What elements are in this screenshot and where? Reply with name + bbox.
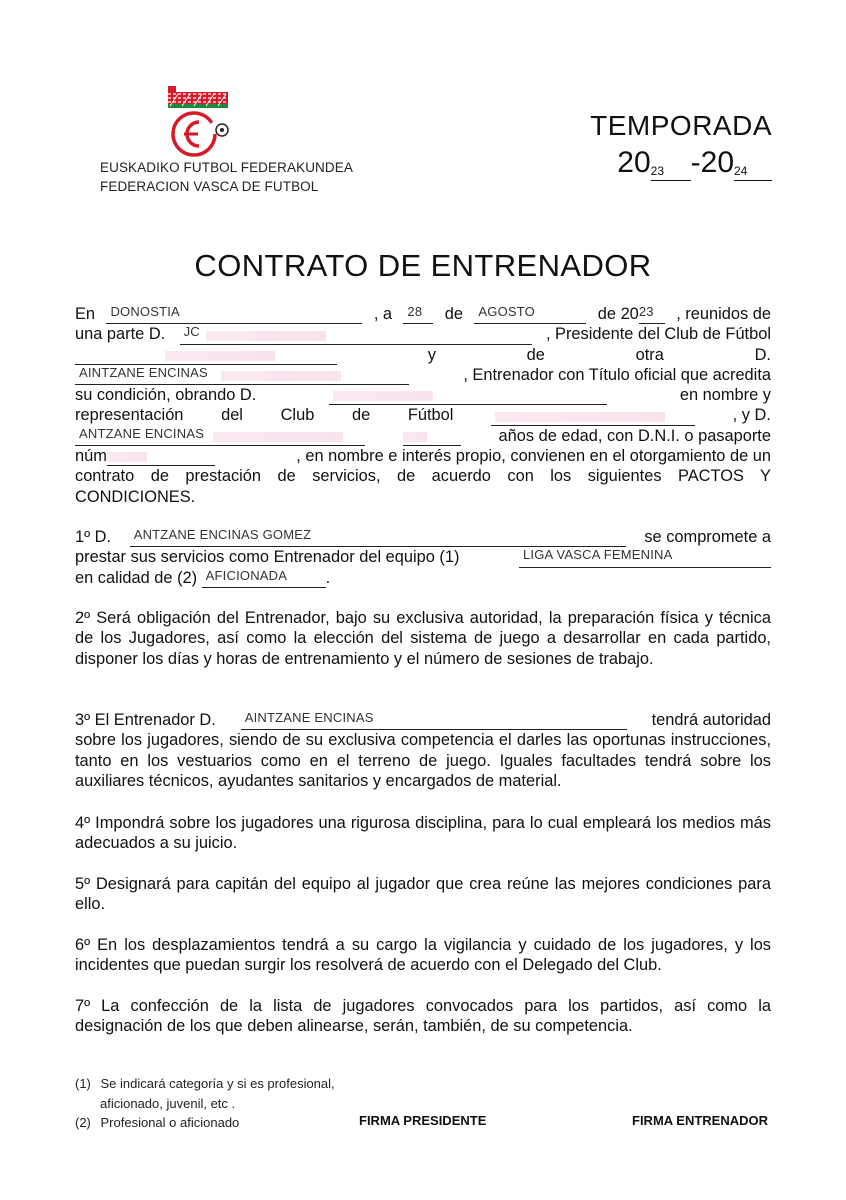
clause-5 [75, 874, 771, 915]
clause-1-calidad: en calidad de (2) [75, 568, 198, 587]
clause-7-text: 7º La confección de la lista de jugadores convocados para los partidos, así como la designación de los que deben alinearse, serán, también, de su competencia. [75, 997, 771, 1036]
text-futbol: Fútbol [407, 406, 454, 425]
redaction [495, 412, 665, 422]
text-de-3: de [351, 406, 371, 425]
season-start-year: 23 [650, 164, 664, 178]
season-box [590, 110, 772, 181]
footnote-2-mark: (2) [75, 1115, 91, 1130]
president-name-partial: JC [183, 324, 200, 340]
city-value: DONOSTIA [110, 304, 180, 319]
text-anos: años de edad, con D.N.I. o pasaporte [498, 426, 771, 445]
clause-2 [75, 608, 771, 669]
footnote-1-mark: (1) [75, 1076, 91, 1091]
year-value: 23 [638, 304, 654, 319]
coach-name-field-2 [75, 425, 365, 446]
clause-3-tendra: tendrá autoridad [651, 711, 771, 729]
text-de-2: de [526, 345, 545, 364]
document-title: CONTRATO DE ENTRENADOR [194, 248, 652, 283]
text-entrenador: , Entrenador con Título oficial que acredita [463, 365, 771, 384]
clause-1-name: ANTZANE ENCINAS GOMEZ [133, 527, 312, 542]
redaction [221, 371, 341, 381]
season-label: TEMPORADA [590, 110, 772, 141]
text-num: núm [75, 447, 107, 466]
clause-1-end: . [325, 568, 331, 587]
text-club: Club [280, 406, 315, 425]
footnote-1-line-1: Se indicará categoría y si es profesional, [100, 1076, 335, 1091]
clause-5-text: 5º Designará para capitán del equipo al jugador que crea reúne las mejores condiciones para ello. [75, 875, 771, 914]
clause-1-se-compromete: se compromete a [644, 528, 771, 546]
text-condiciones: CONDICIONES. [75, 487, 196, 506]
year-text [598, 304, 665, 324]
clause-1-lead: 1º D. [75, 528, 112, 546]
federation-name-eu: EUSKADIKO FUTBOL FEDERAKUNDEA [100, 160, 353, 175]
coach-name-value: AINTZANE ENCINAS [79, 364, 208, 380]
city-field [106, 306, 362, 324]
text-reunidos: , reunidos de [676, 305, 771, 323]
clause-3 [75, 710, 771, 791]
clause-7 [75, 996, 771, 1037]
footnote-1-line-2: aficionado, juvenil, etc . [100, 1096, 236, 1111]
clause-3-name-field [241, 712, 627, 730]
season-years [590, 146, 772, 181]
text-representacion: representación [75, 406, 184, 425]
text-en-nombre-interes: , en nombre e interés propio, convienen en el otorgamiento de un [296, 447, 771, 466]
clause-3-lead: 3º El Entrenador D. [75, 711, 216, 729]
text-y: y [427, 345, 436, 364]
redaction [333, 391, 433, 401]
redaction [165, 351, 275, 361]
day-value: 28 [407, 304, 423, 319]
clause-6 [75, 935, 771, 976]
clause-2-text: 2º Será obligación del Entrenador, bajo su exclusiva autoridad, la preparación física y técnica de los Jugadores, así como la elección del sistema de juego a desarrollar en cada partido, disponer los días y horas de entrenamiento y el número de sesiones de trabajo. [75, 609, 771, 668]
coach-name-value-2: ANTZANE ENCINAS [79, 425, 205, 441]
text-del: del [221, 406, 243, 425]
text-presidente: , Presidente del Club de Fútbol [545, 325, 771, 344]
flag-band [168, 86, 228, 108]
signature-president-label: FIRMA PRESIDENTE [359, 1113, 487, 1128]
representative-field [329, 387, 607, 405]
month-value: AGOSTO [478, 304, 535, 319]
clause-4-text: 4º Impondrá sobre los jugadores una rigurosa disciplina, para lo cual empleará los medios más adecuados a su juicio. [75, 814, 771, 853]
clause-1 [75, 527, 771, 588]
federation-name-es: FEDERACION VASCA DE FUTBOL [100, 179, 319, 194]
text-otra: otra [635, 345, 664, 364]
text-su-condicion: su condición, obrando D. [75, 386, 257, 405]
text-una-parte: una parte D. [75, 325, 166, 344]
club-name-field-2 [491, 408, 695, 426]
redaction [107, 452, 147, 462]
clause-1-team-field [519, 547, 771, 568]
clause-1-team: LIGA VASCA FEMENINA [523, 547, 673, 563]
clause-1-category-field [202, 567, 326, 588]
text-de-20: de 20 [597, 305, 639, 323]
footnote-2-text: Profesional o aficionado [100, 1115, 240, 1130]
text-d: D. [754, 345, 771, 364]
redaction [213, 432, 343, 442]
footnote-1 [75, 1074, 335, 1093]
text-de: de [444, 305, 464, 323]
coach-name-field [75, 364, 409, 385]
year-field [639, 306, 665, 324]
preamble [75, 304, 771, 507]
federation-emblem [96, 82, 316, 162]
clause-3-text: sobre los jugadores, siendo de su exclusiva competencia el darles las oportunas instrucciones, tanto en los vestuarios como en el terreno de juego. Iguales facultades tendrá sobre los auxiliares técnicos, ayudantes sanitarios y encargados de material. [75, 731, 771, 790]
season-separator: -20 [690, 146, 734, 179]
clause-1-prestar: prestar sus servicios como Entrenador del equipo (1) [75, 548, 460, 567]
month-field [474, 306, 586, 324]
clause-3-name: AINTZANE ENCINAS [244, 710, 374, 725]
redaction [403, 432, 427, 442]
president-name-field [180, 324, 532, 345]
text-contrato: contrato de prestación de servicios, de acuerdo con los siguientes PACTOS Y [75, 467, 771, 486]
text-y-d: , y D. [732, 406, 771, 425]
text-en: En [75, 305, 96, 323]
text-en-nombre: en nombre y [679, 386, 771, 405]
footnote-2 [75, 1113, 239, 1132]
season-end-year: 24 [734, 164, 748, 178]
clause-1-category: AFICIONADA [205, 567, 288, 583]
redaction [206, 331, 326, 341]
season-prefix: 20 [617, 146, 651, 179]
clause-6-text: 6º En los desplazamientos tendrá a su cargo la vigilancia y cuidado de los jugadores, y los incidentes que puedan surgir los resolverá de acuerdo con el Delegado del Club. [75, 936, 771, 975]
day-field [403, 306, 433, 324]
id-number-group [75, 446, 215, 466]
signature-coach-label: FIRMA ENTRENADOR [632, 1113, 769, 1128]
id-number-field [107, 448, 215, 466]
text-a: , a [373, 305, 393, 323]
age-field [403, 428, 461, 446]
federation-logo [96, 82, 353, 197]
clause-4 [75, 813, 771, 854]
